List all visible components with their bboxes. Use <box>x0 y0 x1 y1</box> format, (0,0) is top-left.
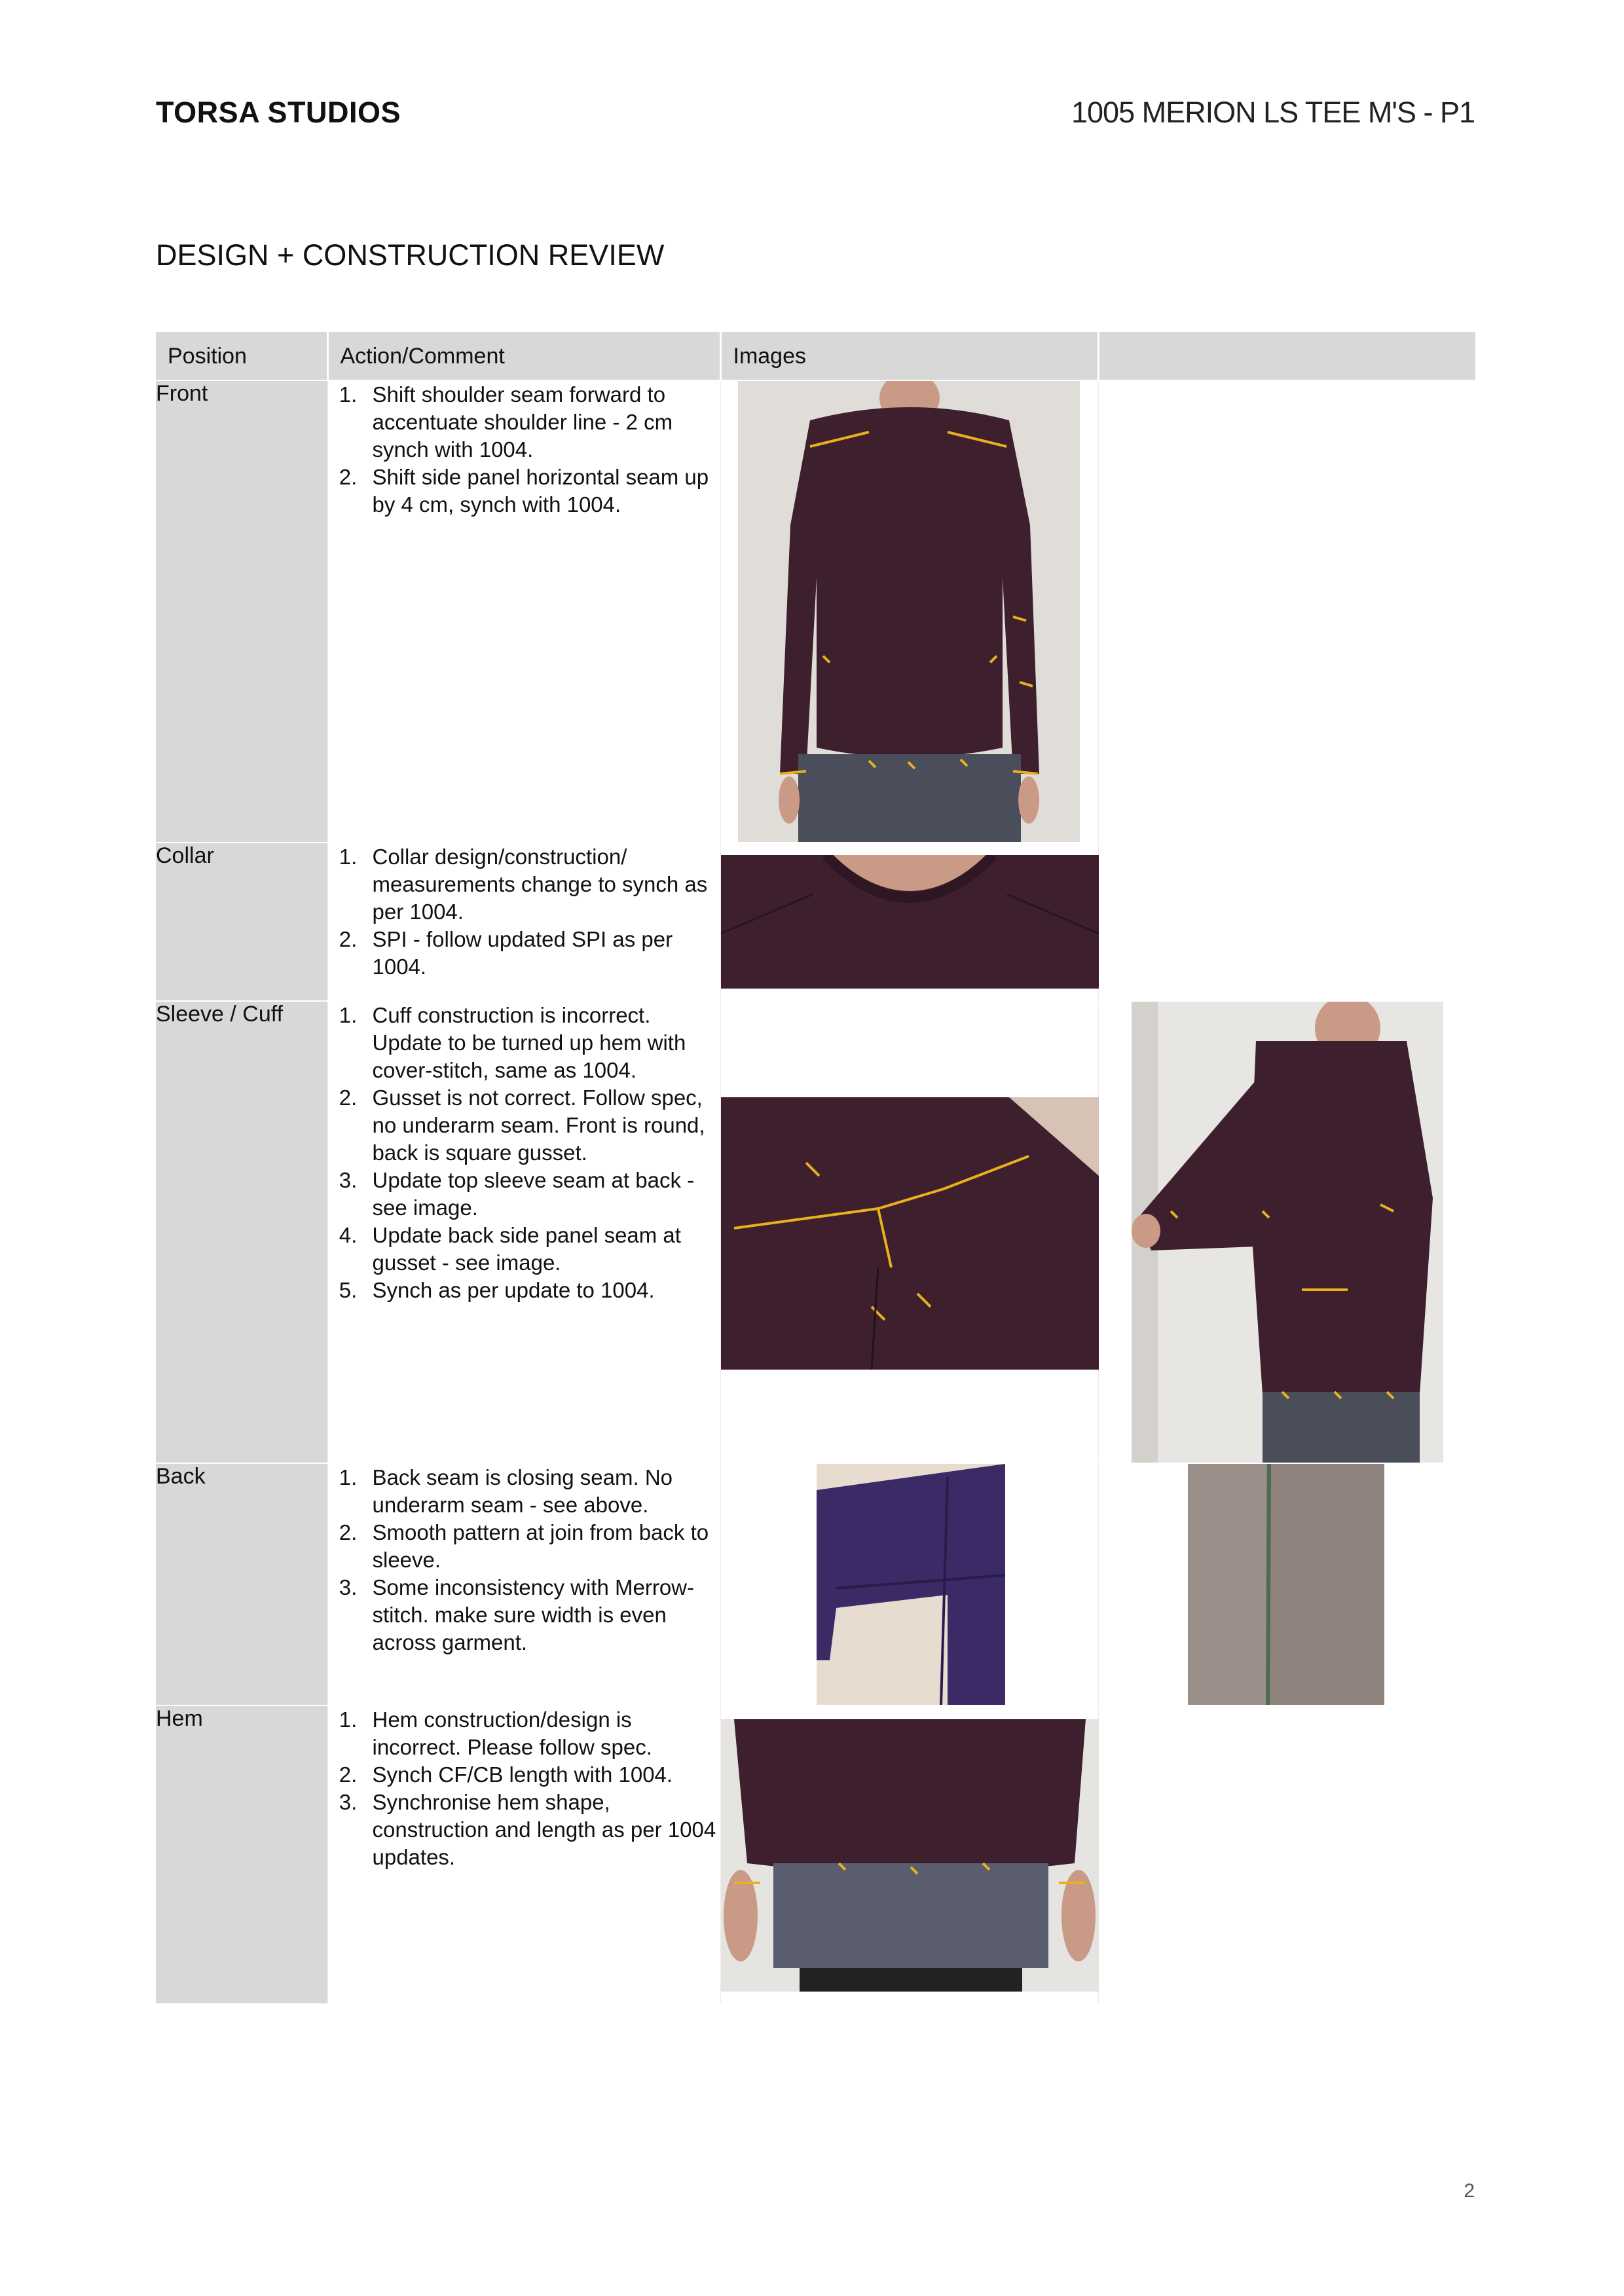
action-cell <box>327 843 720 1001</box>
review-table <box>156 332 1477 2005</box>
header-position: Position <box>156 332 327 380</box>
table-row-collar <box>156 843 1476 1001</box>
hem-photo <box>721 1719 1099 1992</box>
table-row-hem <box>156 1705 1476 2004</box>
position-cell: Hem <box>156 1705 327 2004</box>
action-item: 1. Shift shoulder seam forward to accentuate shoulder line - 2 cm synch with 1004. <box>363 381 720 464</box>
page-number: 2 <box>1464 2180 1475 2202</box>
action-list <box>328 1002 720 1304</box>
image-cell <box>720 1463 1098 1705</box>
action-list <box>328 381 720 519</box>
action-item: 3. Some inconsistency with Merrow-stitch. make sure width is even across garment. <box>363 1574 720 1656</box>
gusset-photo <box>721 1097 1099 1370</box>
side-view-photo <box>1132 1002 1443 1463</box>
brand-name: TORSA STUDIOS <box>156 96 401 129</box>
image-cell <box>720 380 1098 843</box>
action-item: 2. Gusset is not correct. Follow spec, no underarm seam. Front is round, back is square gusset. <box>363 1084 720 1167</box>
action-cell <box>327 1463 720 1705</box>
image-cell <box>720 1001 1098 1463</box>
section-title: DESIGN + CONSTRUCTION REVIEW <box>156 238 665 272</box>
action-cell <box>327 1001 720 1463</box>
header-action-comment: Action/Comment <box>327 332 720 380</box>
position-cell: Front <box>156 380 327 843</box>
table-row-sleeve-cuff <box>156 1001 1476 1463</box>
action-item: 2. Shift side panel horizontal seam up by 4 cm, synch with 1004. <box>363 464 720 519</box>
image-cell <box>720 843 1098 1001</box>
action-item: 4. Update back side panel seam at gusset - see image. <box>363 1222 720 1277</box>
collar-photo <box>721 855 1099 989</box>
image-cell-empty <box>1098 380 1476 843</box>
action-item: 1. Back seam is closing seam. No underarm seam - see above. <box>363 1464 720 1519</box>
action-item: 2. Synch CF/CB length with 1004. <box>363 1761 720 1789</box>
table-row-back <box>156 1463 1476 1705</box>
image-cell-empty <box>1098 843 1476 1001</box>
image-cell <box>720 1705 1098 2004</box>
merrow-stitch-photo <box>1188 1464 1384 1705</box>
header-empty <box>1098 332 1476 380</box>
table-row-front <box>156 380 1476 843</box>
table-header-row <box>156 332 1476 380</box>
action-cell <box>327 380 720 843</box>
action-item: 1. Cuff construction is incorrect. Update to be turned up hem with cover-stitch, same as 1004. <box>363 1002 720 1084</box>
action-cell <box>327 1705 720 2004</box>
action-item: 5. Synch as per update to 1004. <box>363 1277 720 1304</box>
header-images: Images <box>720 332 1098 380</box>
document-reference: 1005 MERION LS TEE M'S - P1 <box>1071 96 1475 129</box>
action-list <box>328 1464 720 1656</box>
action-item: 3. Update top sleeve seam at back - see image. <box>363 1167 720 1222</box>
front-garment-photo <box>738 381 1080 842</box>
action-item: 2. Smooth pattern at join from back to sleeve. <box>363 1519 720 1574</box>
image-cell-empty <box>1098 1705 1476 2004</box>
position-cell: Back <box>156 1463 327 1705</box>
action-item: 1. Collar design/construction/ measurements change to synch as per 1004. <box>363 843 720 926</box>
action-item: 3. Synchronise hem shape, construction and length as per 1004 updates. <box>363 1789 720 1871</box>
action-item: 2. SPI - follow updated SPI as per 1004. <box>363 926 720 981</box>
image-cell <box>1098 1463 1476 1705</box>
position-cell: Collar <box>156 843 327 1001</box>
position-cell: Sleeve / Cuff <box>156 1001 327 1463</box>
back-seam-photo <box>817 1464 1005 1705</box>
action-list <box>328 1706 720 1871</box>
action-item: 1. Hem construction/design is incorrect. Please follow spec. <box>363 1706 720 1761</box>
action-list <box>328 843 720 981</box>
image-cell <box>1098 1001 1476 1463</box>
